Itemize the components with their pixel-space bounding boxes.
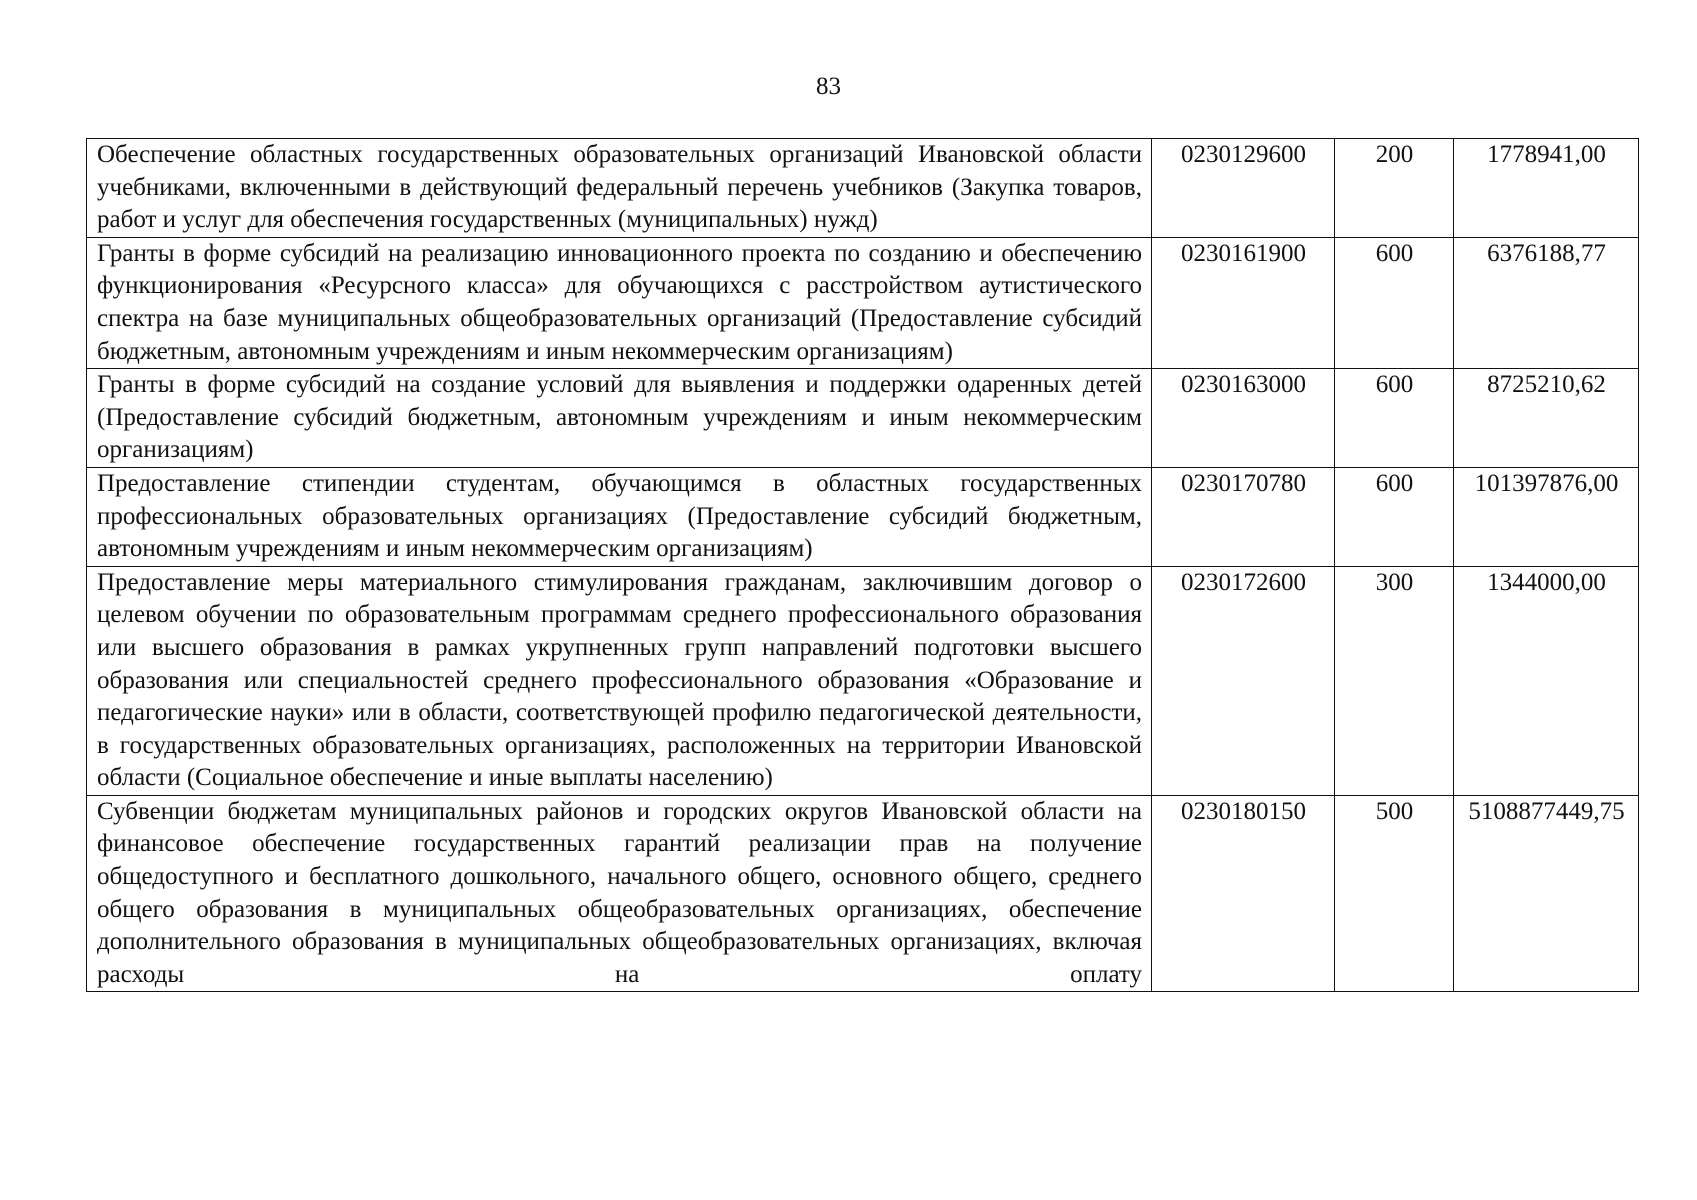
row-type: 600	[1335, 237, 1454, 368]
row-description	[87, 369, 1152, 468]
row-amount: 101397876,00	[1454, 467, 1639, 566]
table-row	[87, 369, 1639, 468]
row-amount: 1778941,00	[1454, 139, 1639, 238]
row-description-text: Обеспечение областных государственных образовательных организаций Ивановской области учебниками, включенными в действующий федеральный перечень учебников (Закупка товаров, работ и услуг для обеспечения государственных (муниципальных) нужд)	[97, 141, 1142, 234]
row-amount: 1344000,00	[1454, 566, 1639, 795]
row-type: 500	[1335, 795, 1454, 992]
row-code: 0230163000	[1152, 369, 1335, 468]
row-amount: 8725210,62	[1454, 369, 1639, 468]
row-description-text: Предоставление стипендии студентам, обучающимся в областных государственных профессиональных образовательных организациях (Предоставление субсидий бюджетным, автономным учреждениям и иным некоммерческим организациям)	[97, 469, 1142, 563]
row-code: 0230129600	[1152, 139, 1335, 238]
row-description-text: Гранты в форме субсидий на реализацию инновационного проекта по созданию и обеспечению функционирования «Ресурсного класса» для обучающихся с расстройством аутистического спектра на базе муниципальных общеобразовательных организаций (Предоставление субсидий бюджетным, автономным учреждениям и иным некоммерческим организациям)	[97, 239, 1142, 365]
table-row	[87, 139, 1639, 238]
row-code: 0230180150	[1152, 795, 1335, 992]
row-code: 0230172600	[1152, 566, 1335, 795]
row-type: 200	[1335, 139, 1454, 238]
table-row	[87, 237, 1639, 368]
page-number: 83	[816, 73, 841, 100]
row-type: 300	[1335, 566, 1454, 795]
row-description	[87, 237, 1152, 368]
table-row	[87, 795, 1639, 992]
row-description-text: Субвенции бюджетам муниципальных районов и городских округов Ивановской области на финансовое обеспечение государственных гарантий реализации прав на получение общедоступного и бесплатного дошкольного, начального общего, основного общего, среднего общего образования в муниципальных общеобразовательных организациях, обеспечение дополнительного образования в муниципальных общеобразовательных организациях, включая расходы на оплату	[97, 797, 1142, 988]
row-type: 600	[1335, 369, 1454, 468]
row-amount: 6376188,77	[1454, 237, 1639, 368]
row-code: 0230170780	[1152, 467, 1335, 566]
row-description-text: Предоставление меры материального стимулирования гражданам, заключившим договор о целевом обучении по образовательным программам среднего профессионального образования или высшего образования в рамках укрупненных групп направлений подготовки высшего образования или специальностей среднего профессионального образования «Образование и педагогические науки» или в области, соответствующей профилю педагогической деятельности, в государственных образовательных организациях, расположенных на территории Ивановской области (Социальное обеспечение и иные выплаты населению)	[97, 568, 1142, 792]
row-description	[87, 566, 1152, 795]
row-description-text: Гранты в форме субсидий на создание условий для выявления и поддержки одаренных детей (Предоставление субсидий бюджетным, автономным учреждениям и иным некоммерческим организациям)	[97, 371, 1142, 464]
row-description	[87, 139, 1152, 238]
row-description	[87, 467, 1152, 566]
table-row	[87, 566, 1639, 795]
budget-table	[86, 138, 1639, 992]
row-description	[87, 795, 1152, 992]
row-type: 600	[1335, 467, 1454, 566]
table-row	[87, 467, 1639, 566]
row-amount: 5108877449,75	[1454, 795, 1639, 992]
row-code: 0230161900	[1152, 237, 1335, 368]
